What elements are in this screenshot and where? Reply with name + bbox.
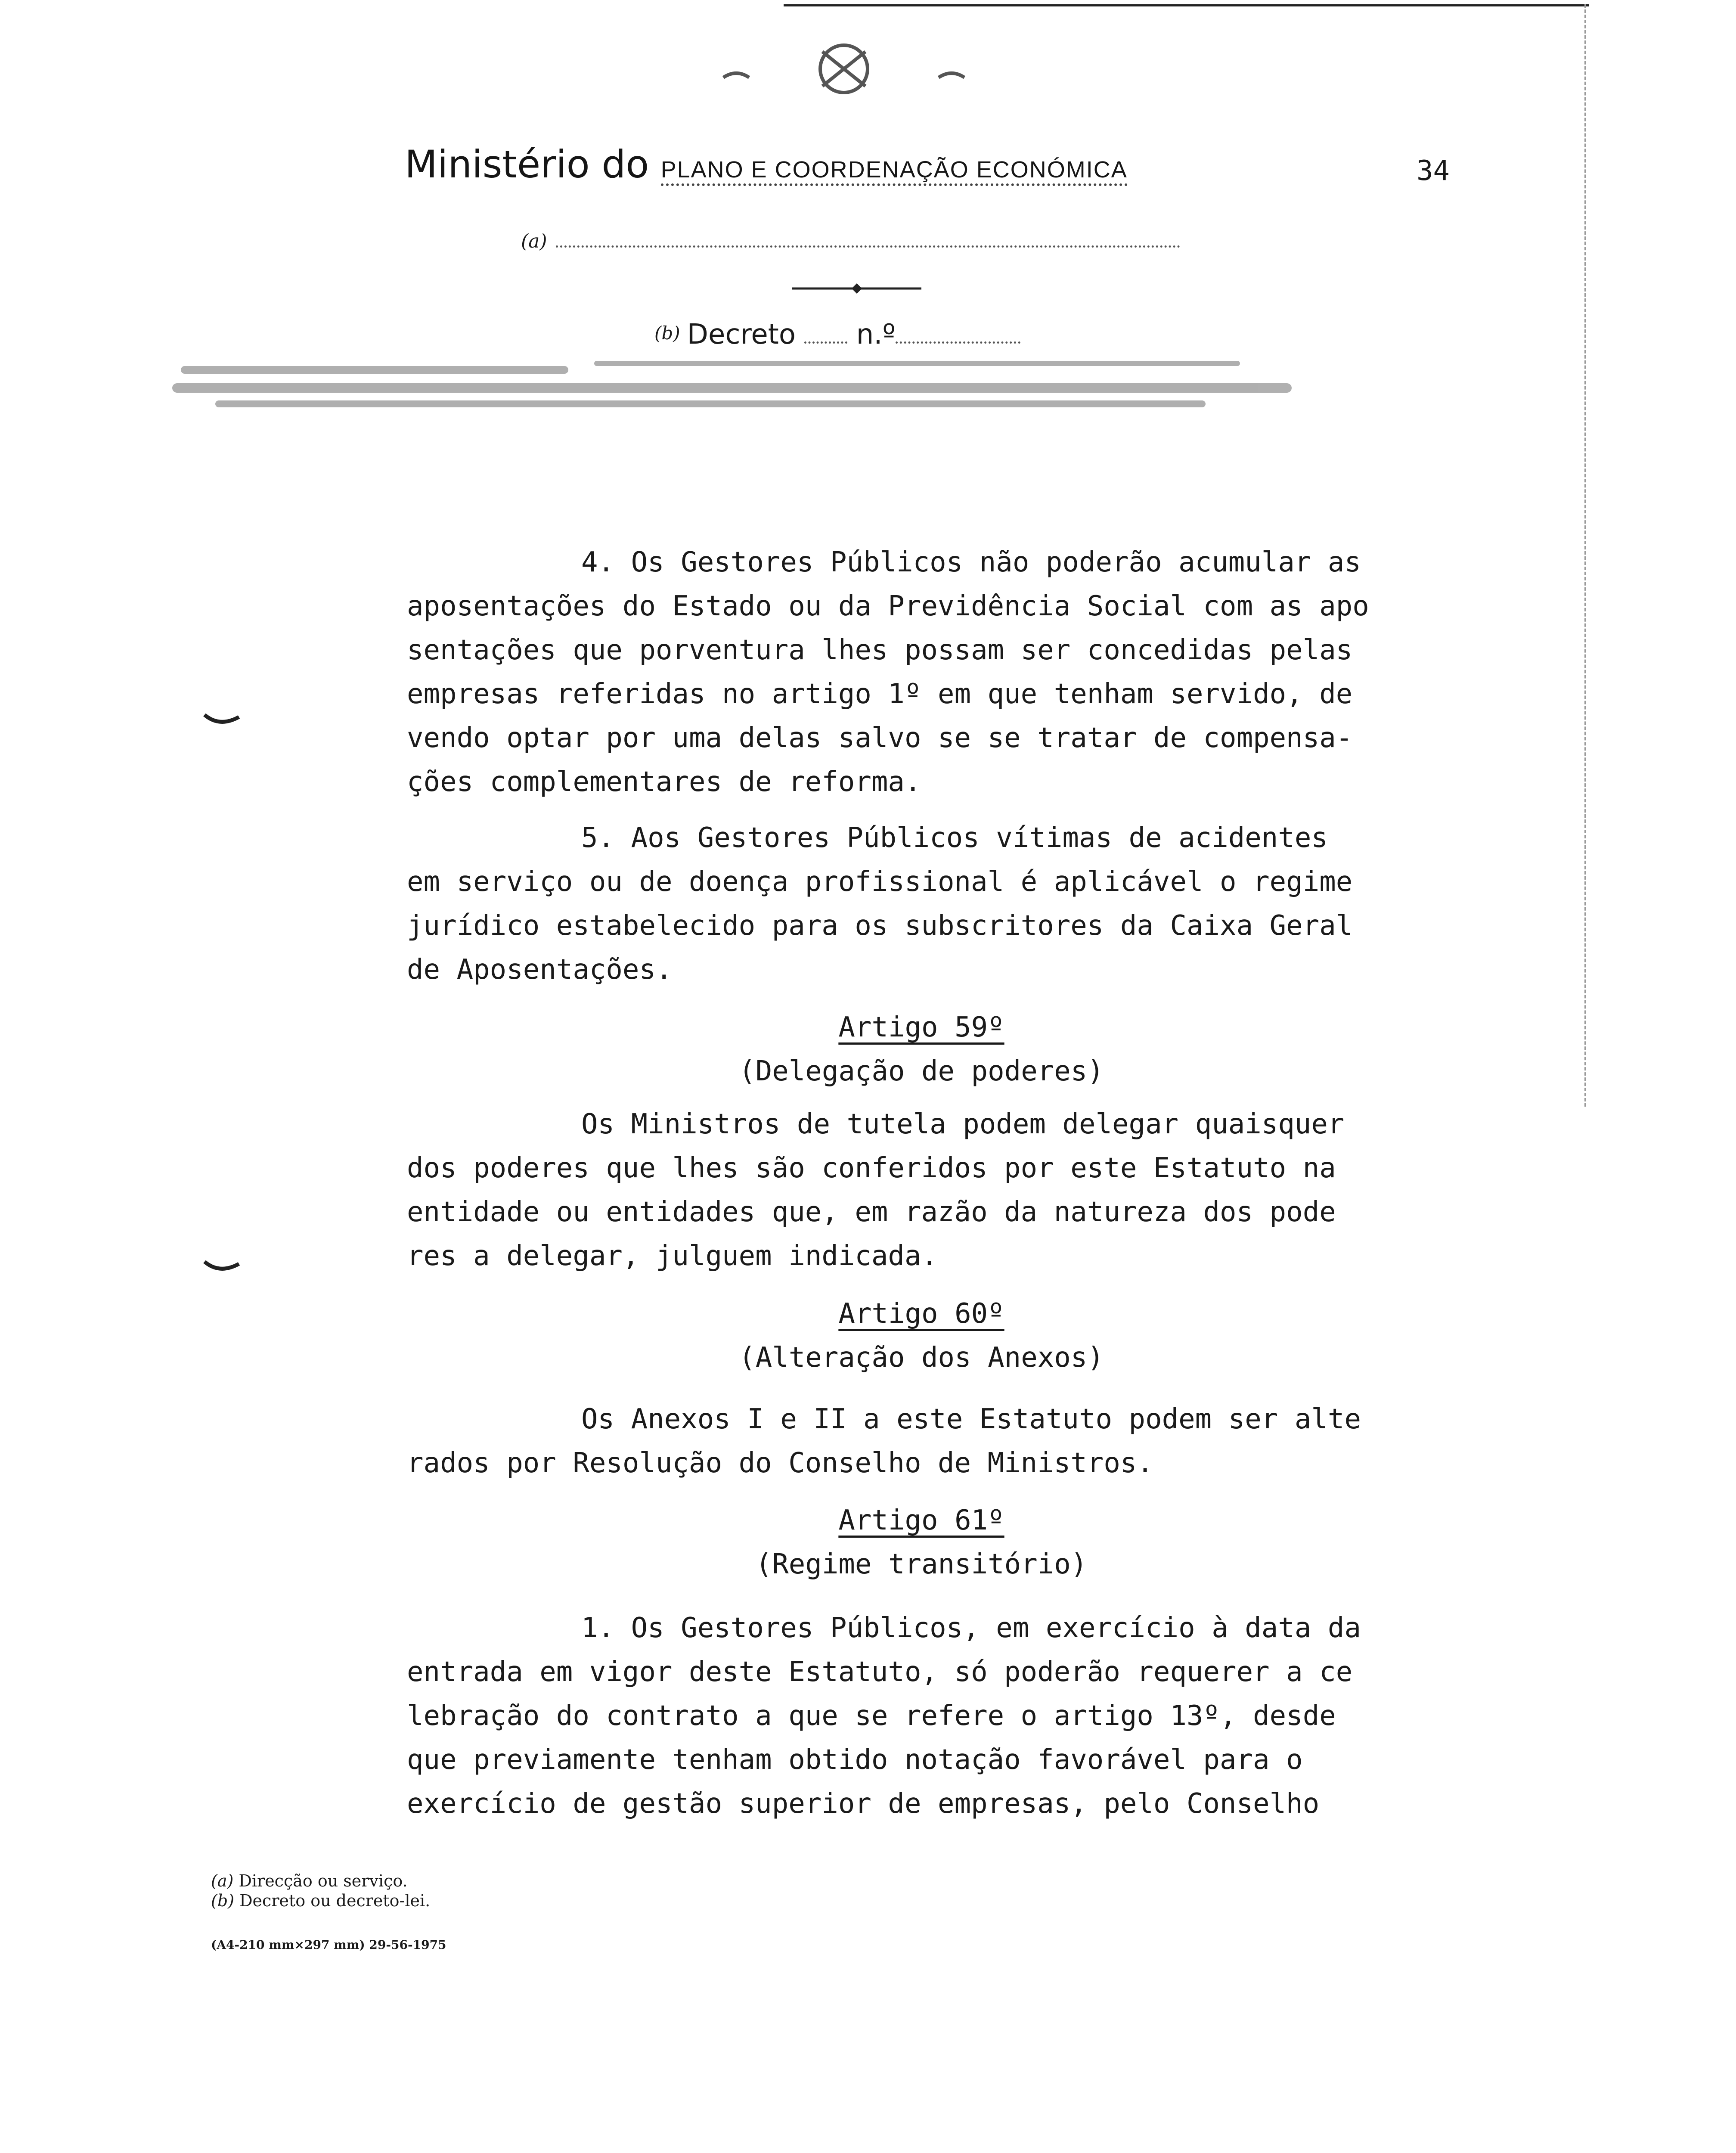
text-line: res a delegar, julguem indicada. [407,1240,938,1272]
footnote-b [211,1891,430,1911]
article-60-body [407,1397,1414,1485]
ministry-department: PLANO E COORDENAÇÃO ECONÓMICA [661,157,1128,186]
text-line: exercício de gestão superior de empresas, pelo Conselho [407,1788,1320,1820]
divider-ornament-icon [792,280,921,297]
emblem-icon [706,26,982,103]
article-title: Artigo 61º [838,1505,1004,1536]
footnote-a [211,1871,430,1891]
text-line: sentações que porventura lhes possam ser concedidas pelas [407,634,1353,666]
decree-label: Decreto [687,319,796,351]
text-line: em serviço ou de doença profissional é aplicável o regime [407,866,1353,898]
footnote-marker: (b) [211,1891,234,1910]
text-line: Os Ministros de tutela podem delegar quaisquer [581,1108,1345,1140]
text-line: jurídico estabelecido para os subscritores da Caixa Geral [407,910,1353,942]
text-line: entidade ou entidades que, em razão da natureza dos pode [407,1196,1336,1228]
text-line: 4. Os Gestores Públicos não poderão acumular as [581,546,1361,578]
text-line: ções complementares de reforma. [407,766,921,798]
decree-number-fill [896,341,1020,344]
scan-noise-band [164,357,1326,418]
right-margin-rule [1584,4,1586,1107]
direction-fill [556,245,1180,248]
decree-number-label: n.º [856,319,896,351]
text-line: que previamente tenham obtido notação favorável para o [407,1744,1303,1776]
article-60-heading [560,1292,1283,1380]
article-title: Artigo 59º [838,1011,1004,1043]
footnote-text: Decreto ou decreto-lei. [239,1891,431,1910]
footnote-marker: (a) [211,1871,234,1890]
text-line: aposentações do Estado ou da Previdência Social com as apo [407,590,1369,622]
text-line: rados por Resolução do Conselho de Ministros. [407,1447,1153,1479]
article-title: Artigo 60º [838,1298,1004,1330]
margin-check-icon [202,1257,241,1279]
margin-check-icon [202,710,241,732]
direction-marker: (a) [521,230,547,252]
text-line: 5. Aos Gestores Públicos vítimas de acidentes [581,822,1328,854]
article-59-body [407,1102,1414,1278]
paragraph-5 [407,816,1414,992]
article-subtitle: (Alteração dos Anexos) [739,1342,1104,1374]
decree-type-fill [804,341,847,344]
ministry-lead: Ministério do [405,142,649,186]
page-number: 34 [1417,155,1450,187]
text-line: empresas referidas no artigo 1º em que tenham servido, de [407,678,1353,710]
text-line: lebração do contrato a que se refere o artigo 13º, desde [407,1700,1336,1732]
footnote-text: Direcção ou serviço. [239,1871,408,1890]
text-line: de Aposentações. [407,954,673,986]
text-line: dos poderes que lhes são conferidos por este Estatuto na [407,1152,1336,1184]
article-61-heading [560,1498,1283,1586]
ministry-title [405,142,1128,186]
decree-field [654,319,1020,351]
direction-field [521,230,1193,252]
article-subtitle: (Regime transitório) [755,1548,1088,1580]
top-border-rule [784,4,1589,6]
text-line: vendo optar por uma delas salvo se se tratar de compensa- [407,722,1353,754]
decree-marker: (b) [654,323,680,344]
text-line: Os Anexos I e II a este Estatuto podem ser alte [581,1403,1361,1435]
text-line: 1. Os Gestores Públicos, em exercício à data da [581,1612,1361,1644]
form-format-code: (A4-210 mm×297 mm) 29-56-1975 [211,1938,446,1952]
footnotes [211,1871,430,1911]
article-61-body [407,1606,1414,1826]
text-line: entrada em vigor deste Estatuto, só poderão requerer a ce [407,1656,1353,1688]
article-59-heading [560,1005,1283,1093]
article-subtitle: (Delegação de poderes) [739,1055,1104,1087]
paragraph-4 [407,540,1414,804]
